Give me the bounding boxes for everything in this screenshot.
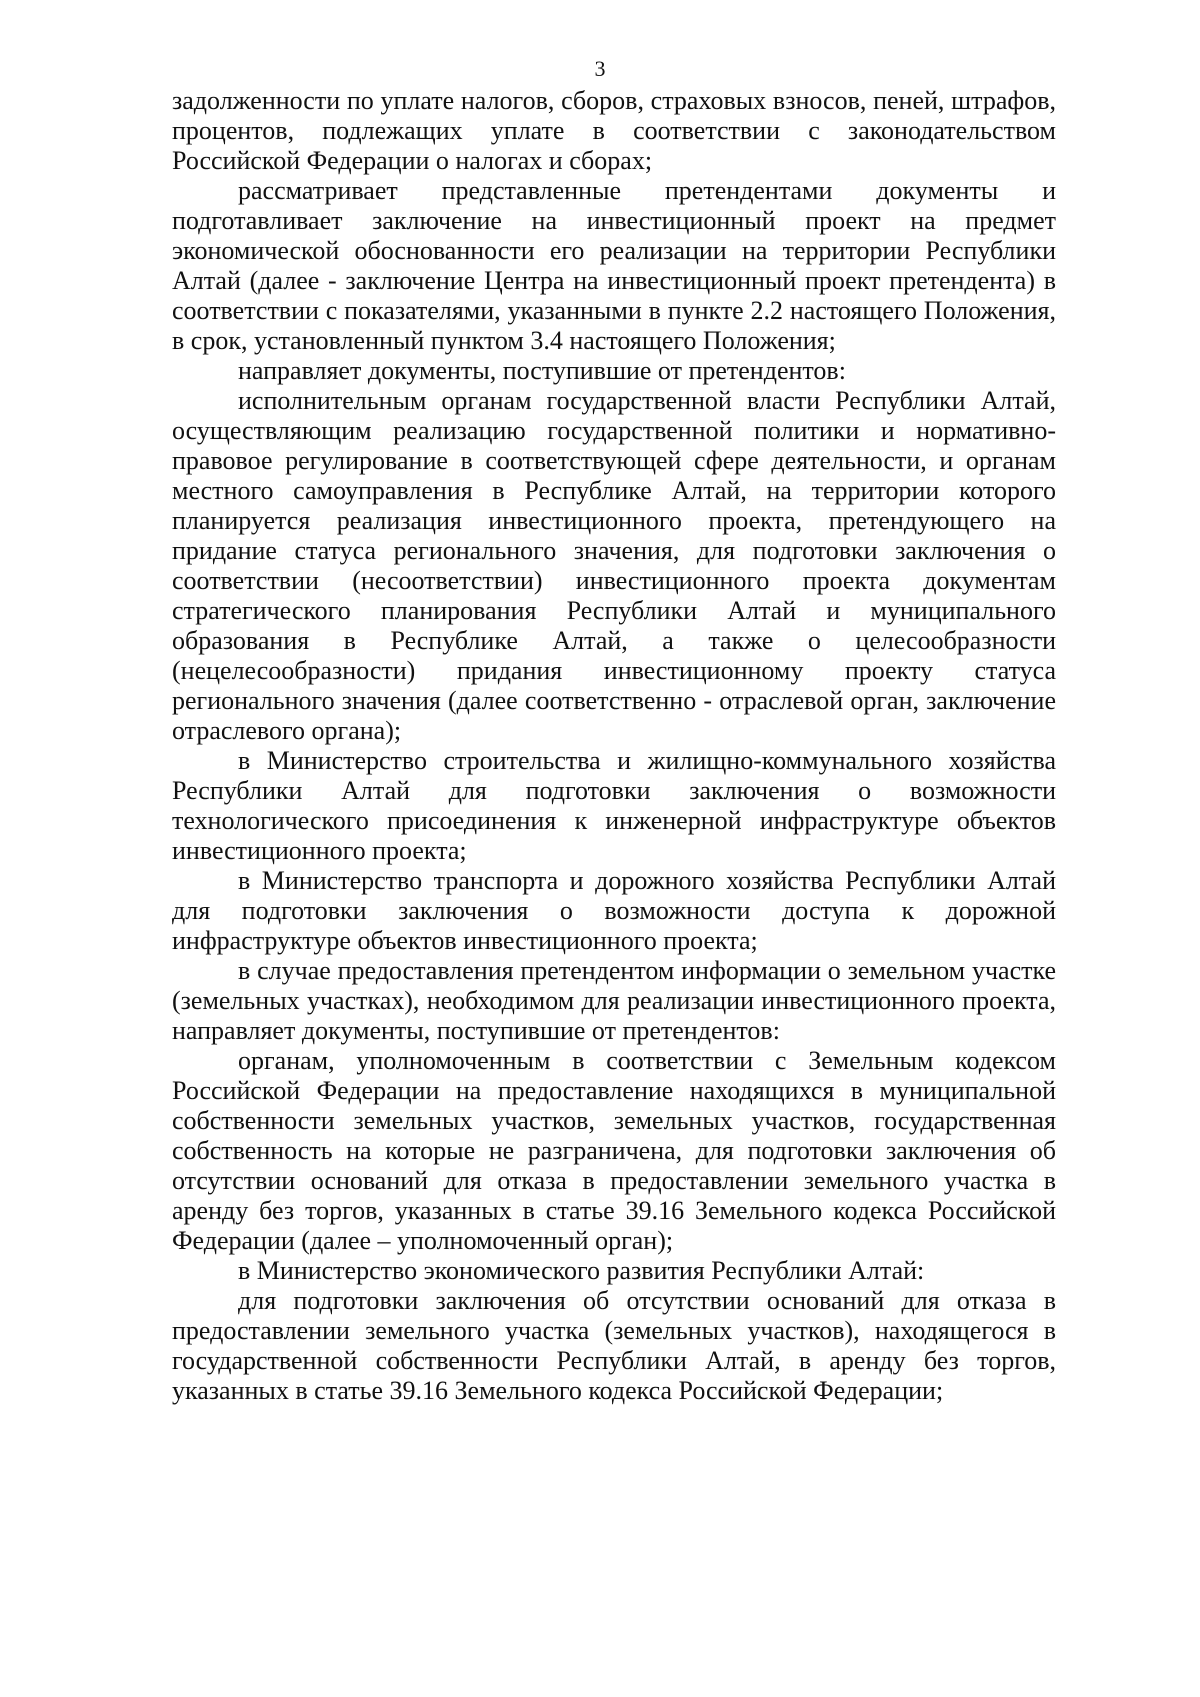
paragraph-3: направляет документы, поступившие от претендентов: bbox=[238, 356, 846, 385]
paragraph-1: задолженности по уплате налогов, сборов, страховых взносов, пеней, штрафов, процентов, подлежащих уплате в соответствии с законодательством Российской Федерации о налогах и сборах; bbox=[172, 86, 1056, 175]
paragraph-2: рассматривает представленные претендентами документы и подготавливает заключение на инвестиционный проект на предмет экономической обоснованности его реализации на территории Республики Алтай (далее - заключение Центра на инвестиционный проект претендента) в соответствии с показателями, указанными в пункте 2.2 настоящего Положения, в срок, установленный пунктом 3.4 настоящего Положения; bbox=[172, 176, 1056, 355]
page-number: 3 bbox=[594, 56, 606, 81]
paragraph-6: в Министерство транспорта и дорожного хозяйства Республики Алтай для подготовки заключения о возможности доступа к дорожной инфраструктуре объектов инвестиционного проекта; bbox=[172, 866, 1056, 955]
paragraph-5: в Министерство строительства и жилищно-коммунального хозяйства Республики Алтай для подготовки заключения о возможности технологического присоединения к инженерной инфраструктуре объектов инвестиционного проекта; bbox=[172, 746, 1056, 865]
paragraph-10: для подготовки заключения об отсутствии оснований для отказа в предоставлении земельного участка (земельных участков), находящегося в государственной собственности Республики Алтай, в аренду без торгов, указанных в статье 39.16 Земельного кодекса Российской Федерации; bbox=[172, 1286, 1056, 1405]
paragraph-7: в случае предоставления претендентом информации о земельном участке (земельных участках), необходимом для реализации инвестиционного проекта, направляет документы, поступившие от претендентов: bbox=[172, 956, 1056, 1045]
document-body bbox=[172, 86, 1056, 1406]
paragraph-8: органам, уполномоченным в соответствии с Земельным кодексом Российской Федерации на предоставление находящихся в муниципальной собственности земельных участков, земельных участков, государственная собственность на которые не разграничена, для подготовки заключения об отсутствии оснований для отказа в предоставлении земельного участка в аренду без торгов, указанных в статье 39.16 Земельного кодекса Российской Федерации (далее – уполномоченный орган); bbox=[172, 1046, 1056, 1255]
paragraph-4: исполнительным органам государственной власти Республики Алтай, осуществляющим реализацию государственной политики и нормативно-правовое регулирование в соответствующей сфере деятельности, и органам местного самоуправления в Республике Алтай, на территории которого планируется реализация инвестиционного проекта, претендующего на придание статуса регионального значения, для подготовки заключения о соответствии (несоответствии) инвестиционного проекта документам стратегического планирования Республики Алтай и муниципального образования в Республике Алтай, а также о целесообразности (нецелесообразности) придания инвестиционному проекту статуса регионального значения (далее соответственно - отраслевой орган, заключение отраслевого органа); bbox=[172, 386, 1056, 745]
paragraph-9: в Министерство экономического развития Республики Алтай: bbox=[238, 1256, 925, 1285]
